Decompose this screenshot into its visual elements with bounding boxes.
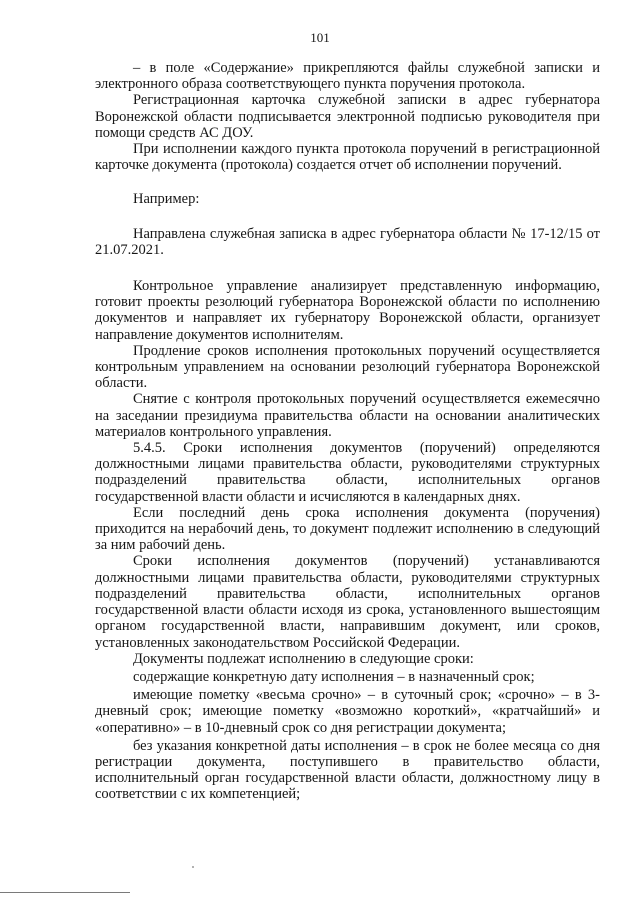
example-heading: Например:: [133, 191, 200, 208]
paragraph: Сроки исполнения документов (поручений) устанавливаются должностными лицами правительства области, руководителями структурных подразделений правительства области, исполнительных органов государственной власти области исходя из срока, установленного вышестоящим органом государственной власти, направившим документ, или сроков, установленных законодательством Российской Федерации.: [95, 553, 600, 651]
paragraph: Продление сроков исполнения протокольных поручений осуществляется контрольным управлением на основании резолюций губернатора Воронежской области.: [95, 342, 600, 392]
paragraph: Документы подлежат исполнению в следующие сроки:: [133, 650, 474, 667]
list-item: содержащие конкретную дату исполнения – в назначенный срок;: [133, 668, 535, 685]
list-item: имеющие пометку «весьма срочно» – в суточный срок; «срочно» – в 3-дневный срок; имеющие пометку «возможно короткий», «кратчайший» и «оперативно» – в 10-дневный срок со дня регистрации документа;: [95, 687, 600, 736]
example-text: Направлена служебная записка в адрес губернатора области № 17-12/15 от 21.07.2021.: [95, 225, 600, 258]
page-number: 101: [310, 30, 330, 45]
paragraph: Снятие с контроля протокольных поручений осуществляется ежемесячно на заседании президиума правительства области на основании аналитических материалов контрольного управления.: [95, 391, 600, 440]
scan-speck: [192, 866, 194, 868]
section-paragraph: 5.4.5. Сроки исполнения документов (поручений) определяются должностными лицами правительства области, руководителями структурных подразделений правительства области, исполнительных органов государственной власти области и исчисляются в календарных днях.: [95, 440, 600, 505]
document-body: [95, 60, 600, 803]
paragraph: При исполнении каждого пункта протокола поручений в регистрационной карточке документа (протокола) создается отчет об исполнении поручений.: [95, 141, 600, 174]
list-item: без указания конкретной даты исполнения – в срок не более месяца со дня регистрации документа, поступившего в правительство области, исполнительный орган государственной власти области, должностному лицу в соответствии с их компетенцией;: [95, 737, 600, 803]
bottom-rule: [0, 892, 130, 893]
paragraph: – в поле «Содержание» прикрепляются файлы служебной записки и электронного образа соответствующего пункта поручения протокола.: [95, 60, 600, 93]
paragraph: Регистрационная карточка служебной записки в адрес губернатора Воронежской области подписывается электронной подписью руководителя при помощи средств АС ДОУ.: [95, 92, 600, 141]
paragraph: Контрольное управление анализирует представленную информацию, готовит проекты резолюций губернатора Воронежской области по исполнению документов и направляет их губернатору Воронежской области, организует направление документов исполнителям.: [95, 278, 600, 343]
paragraph: Если последний день срока исполнения документа (поручения) приходится на нерабочий день, то документ подлежит исполнению в следующий за ним рабочий день.: [95, 504, 600, 554]
